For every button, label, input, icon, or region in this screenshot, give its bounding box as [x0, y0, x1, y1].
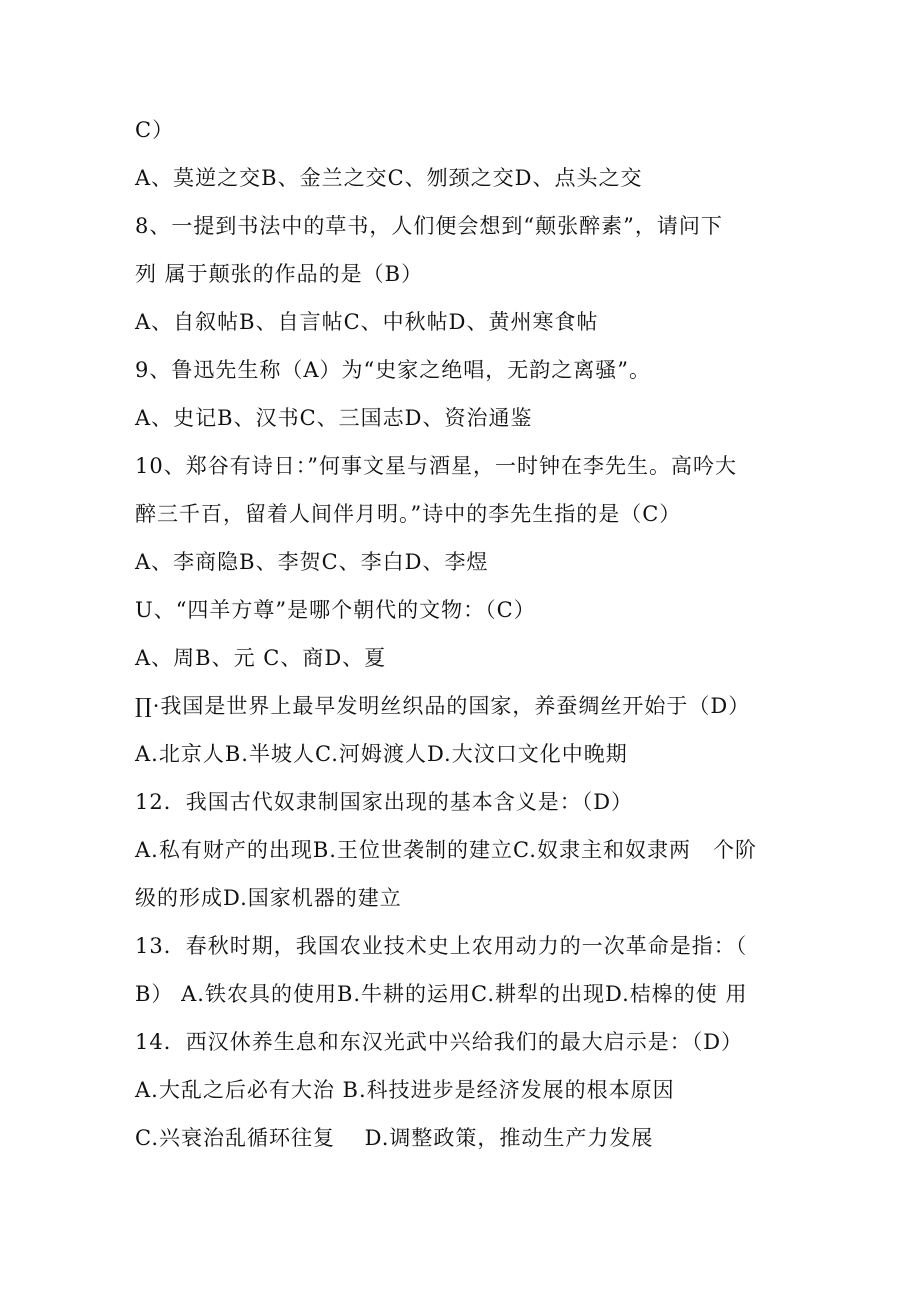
text-line: A、史记B、汉书C、三国志D、资治通鉴: [135, 406, 533, 430]
text-line: A、周B、元 C、商D、夏: [135, 646, 387, 670]
text-line: 12．我国古代奴隶制国家出现的基本含义是：（D）: [135, 790, 634, 814]
text-line: A、自叙帖B、自言帖C、中秋帖D、黄州寒食帖: [135, 310, 599, 334]
text-line: 醉三千百，留着人间伴月明。”诗中的李先生指的是（C）: [135, 502, 682, 526]
text-line: 8、一提到书法中的草书，人们便会想到“颠张醉素”，请问下: [135, 214, 723, 238]
text-line: 13．春秋时期，我国农业技术史上农用动力的一次革命是指：（: [135, 934, 748, 958]
text-line: A、李商隐B、李贺C、李白D、李煜: [135, 550, 489, 574]
text-line: 14．西汉休养生息和东汉光武中兴给我们的最大启示是：（D）: [135, 1030, 744, 1054]
text-line: A、莫逆之交B、金兰之交C、刎颈之交D、点头之交: [135, 166, 643, 190]
text-line: B） A.铁农具的使用B.牛耕的运用C.耕犁的出现D.桔槔的使 用: [135, 982, 748, 1006]
text-line: 列 属于颠张的作品的是（B）: [135, 262, 424, 286]
text-line: A.北京人B.半坡人C.河姆渡人D.大汶口文化中晚期: [135, 742, 628, 766]
text-line: C.兴衰治乱循环往复 D.调整政策，推动生产力发展: [135, 1126, 654, 1150]
text-line: C）: [135, 118, 175, 142]
text-line: A.私有财产的出现B.王位世袭制的建立C.奴隶主和奴隶两 个阶: [135, 838, 757, 862]
text-line: 10、郑谷有诗日：”何事文星与酒星，一时钟在李先生。高吟大: [135, 454, 737, 478]
text-line: 9、鲁迅先生称（A）为“史家之绝唱，无韵之离骚”。: [135, 358, 651, 382]
text-line: 级的形成D.国家机器的建立: [135, 886, 402, 910]
text-line: U、“四羊方尊”是哪个朝代的文物：（C）: [135, 598, 536, 622]
text-line: ∏·我国是世界上最早发明丝织品的国家，养蚕绸丝开始于（D）: [135, 694, 751, 718]
text-line: A.大乱之后必有大治 B.科技进步是经济发展的根本原因: [135, 1078, 675, 1102]
